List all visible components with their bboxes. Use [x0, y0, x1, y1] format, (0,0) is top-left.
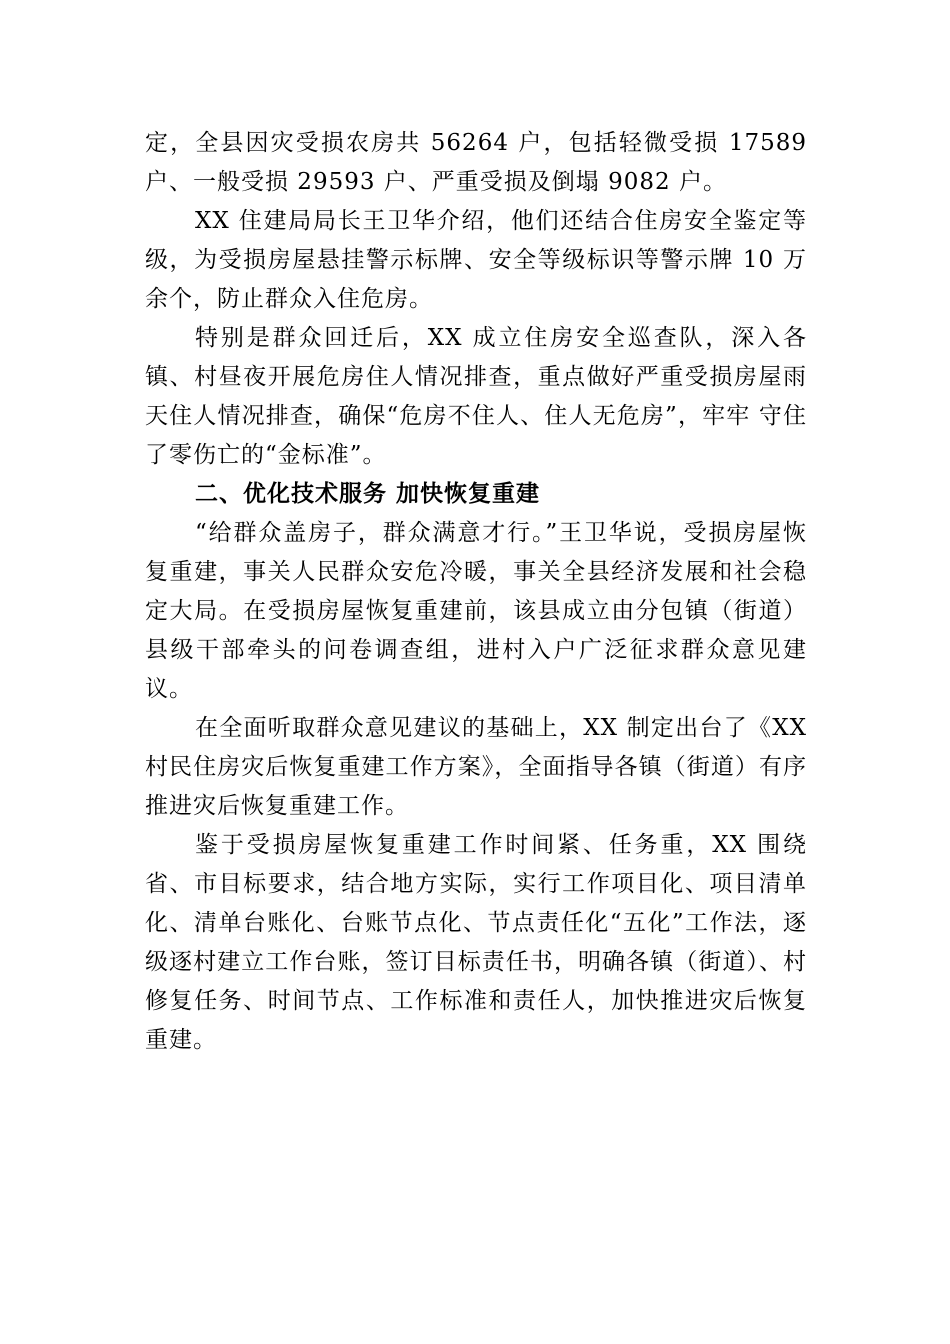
document-body — [145, 124, 807, 1060]
section-heading: 二、优化技术服务 加快恢复重建 — [195, 481, 541, 507]
paragraph-five-methods: 鉴于受损房屋恢复重建工作时间紧、任务重，XX 围绕省、市目标要求，结合地方实际，实行工作项目化、项目清单化、清单台账化、台账节点化、节点责任化“五化”工作法，逐级逐村建立工作台账，签订目标责任书，明确各镇（街道）、村修复任务、时间节点、工作标准和责任人，加快推进灾后恢复重建。 — [145, 832, 807, 1053]
paragraph-safety-patrol: 特别是群众回迁后，XX 成立住房安全巡查队，深入各镇、村昼夜开展危房住人情况排查，重点做好严重受损房屋雨天住人情况排查，确保“危房不住人、住人无危房”，牢牢 守住了零伤亡的“金标准”。 — [145, 325, 807, 468]
paragraph-quote: “给群众盖房子，群众满意才行。”王卫华说，受损房屋恢复重建，事关人民群众安危冷暖，事关全县经济发展和社会稳定大局。在受损房屋恢复重建前，该县成立由分包镇（街道）县级干部牵头的问卷调查组，进村入户广泛征求群众意见建议。 — [145, 520, 807, 702]
paragraph-continuation: 定，全县因灾受损农房共 56264 户，包括轻微受损 17589 户、一般受损 29593 户、严重受损及倒塌 9082 户。 — [145, 130, 807, 195]
paragraph-plan: 在全面听取群众意见建议的基础上，XX 制定出台了《XX 村民住房灾后恢复重建工作方案》，全面指导各镇（街道）有序推进灾后恢复重建工作。 — [145, 715, 807, 819]
paragraph-housing-bureau: XX 住建局局长王卫华介绍，他们还结合住房安全鉴定等级，为受损房屋悬挂警示标牌、安全等级标识等警示牌 10 万余个，防止群众入住危房。 — [145, 208, 807, 312]
